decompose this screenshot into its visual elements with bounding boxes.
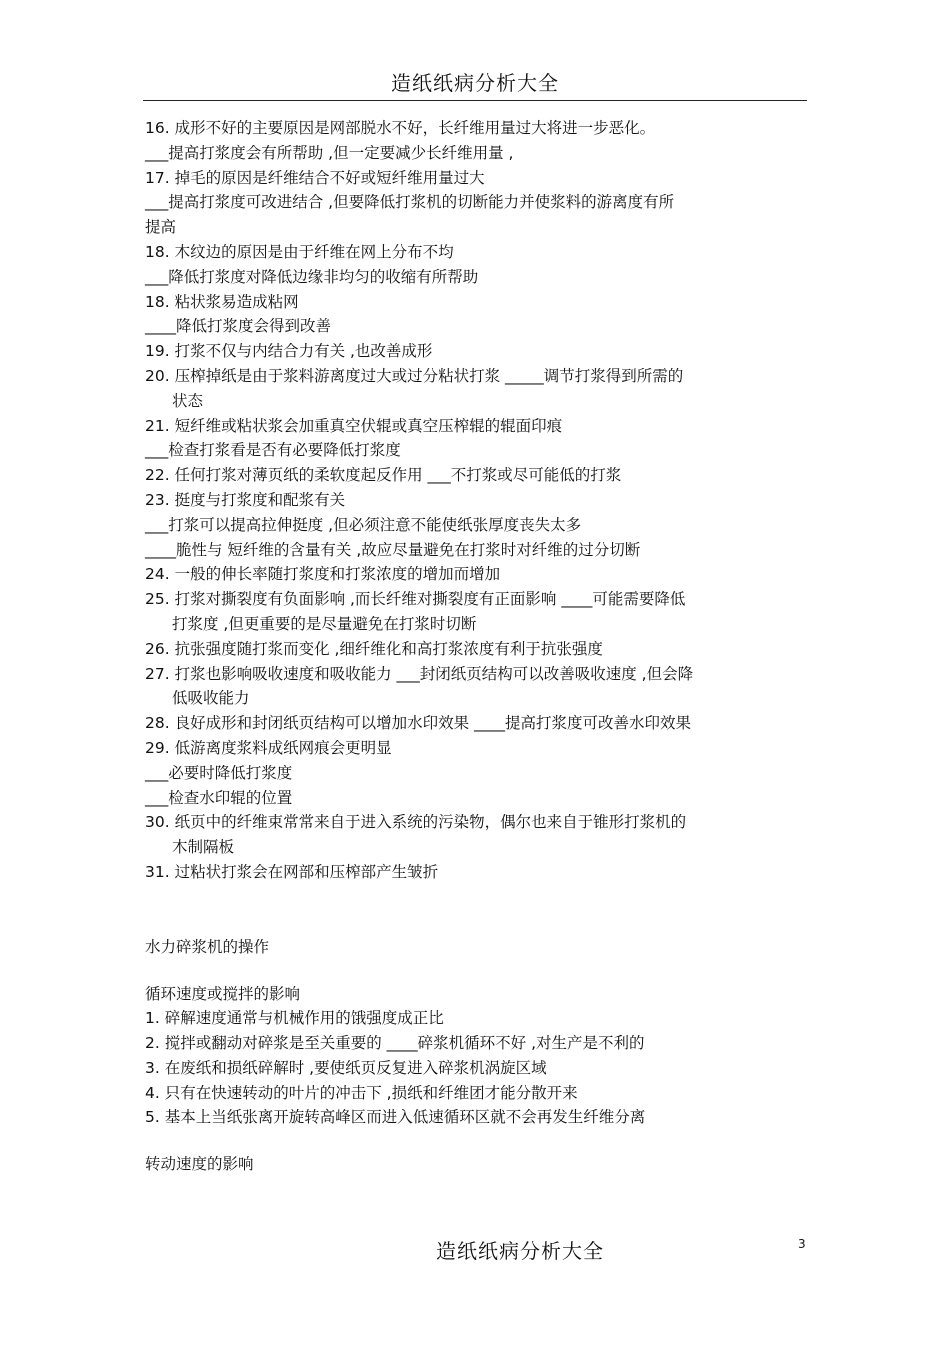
text-line: 23. 挺度与打浆度和配浆有关 (145, 490, 346, 509)
text-line: 24. 一般的伸长率随打浆度和打浆浓度的增加而增加 (145, 565, 501, 584)
text-line: ____脆性与 短纤维的含量有关 ,故应尽量避免在打浆时对纤维的过分切断 (145, 540, 641, 559)
text-line: ___提高打浆度会有所帮助 ,但一定要减少长纤维用量 , (145, 143, 514, 162)
list-item: 1. 碎解速度通常与机械作用的饿强度成正比 (145, 1009, 444, 1028)
text-line: ___必要时降低打浆度 (145, 763, 293, 782)
text-line: 21. 短纤维或粘状浆会加重真空伏辊或真空压榨辊的辊面印痕 (145, 416, 563, 435)
text-line: 提高 (145, 218, 177, 237)
text-line: 29. 低游离度浆料成纸网痕会更明显 (145, 738, 392, 757)
text-line: ___检查打浆看是否有必要降低打浆度 (145, 441, 401, 460)
text-line: 22. 任何打浆对薄页纸的柔软度起反作用 ___不打浆或尽可能低的打浆 (145, 466, 622, 485)
subsection-title: 转动速度的影响 (145, 1155, 254, 1174)
text-line: 18. 粘状浆易造成粘网 (145, 292, 299, 311)
text-line: 31. 过粘状打浆会在网部和压榨部产生皱折 (145, 862, 439, 881)
list-item: 4. 只有在快速转动的叶片的冲击下 ,损纸和纤维团才能分散开来 (145, 1083, 578, 1102)
subsection-title: 循环速度或搅拌的影响 (145, 984, 301, 1003)
text-line: ___检查水印辊的位置 (145, 788, 293, 807)
text-line: 26. 抗张强度随打浆而变化 ,细纤维化和高打浆浓度有利于抗张强度 (145, 639, 603, 658)
spacer (145, 960, 810, 982)
text-line: 打浆度 ,但更重要的是尽量避免在打浆时切断 (172, 614, 477, 633)
text-line: 低吸收能力 (172, 689, 250, 708)
text-line: 20. 压榨掉纸是由于浆料游离度过大或过分粘状打浆 _____调节打浆得到所需的 (145, 366, 684, 385)
text-line: 18. 木纹边的原因是由于纤维在网上分布不均 (145, 242, 454, 261)
list-item: 5. 基本上当纸张离开旋转高峰区而进入低速循环区就不会再发生纤维分离 (145, 1108, 646, 1127)
text-line: ___提高打浆度可改进结合 ,但要降低打浆机的切断能力并使浆料的游离度有所 (145, 193, 675, 212)
text-line: 28. 良好成形和封闭纸页结构可以增加水印效果 ____提高打浆度可改善水印效果 (145, 714, 692, 733)
header-rule (143, 100, 807, 101)
spacer (145, 1130, 810, 1152)
list-item: 3. 在废纸和损纸碎解时 ,要使纸页反复进入碎浆机涡旋区域 (145, 1058, 547, 1077)
page-number: 3 (798, 1237, 806, 1251)
text-line: 27. 打浆也影响吸收速度和吸收能力 ___封闭纸页结构可以改善吸收速度 ,但会降 (145, 664, 694, 683)
section-title: 水力碎浆机的操作 (145, 937, 270, 956)
text-line: 16. 成形不好的主要原因是网部脱水不好，长纤维用量过大将进一步恶化。 (145, 119, 656, 137)
text-line: 19. 打浆不仅与内结合力有关 ,也改善成形 (145, 342, 433, 361)
text-line: ___打浆可以提高拉伸挺度 ,但必须注意不能使纸张厚度丧失太多 (145, 515, 582, 534)
text-line: 30. 纸页中的纤维束常常来自于进入系统的污染物，偶尔也来自于锥形打浆机的 (145, 813, 687, 832)
text-line: 状态 (172, 391, 204, 410)
text-line: 木制隔板 (172, 838, 235, 857)
text-line: 17. 掉毛的原因是纤维结合不好或短纤维用量过大 (145, 168, 485, 187)
spacer (145, 885, 810, 935)
document-body (145, 116, 810, 1177)
text-line: ___降低打浆度对降低边缘非均匀的收缩有所帮助 (145, 267, 479, 286)
footer-title: 造纸纸病分析大全 (436, 1239, 604, 1263)
text-line: ____降低打浆度会得到改善 (145, 317, 332, 336)
header-title: 造纸纸病分析大全 (391, 71, 559, 95)
text-line: 25. 打浆对撕裂度有负面影响 ,而长纤维对撕裂度有正面影响 ____可能需要降低 (145, 590, 686, 609)
list-item: 2. 搅拌或翻动对碎浆是至关重要的 ____碎浆机循环不好 ,对生产是不利的 (145, 1034, 645, 1053)
